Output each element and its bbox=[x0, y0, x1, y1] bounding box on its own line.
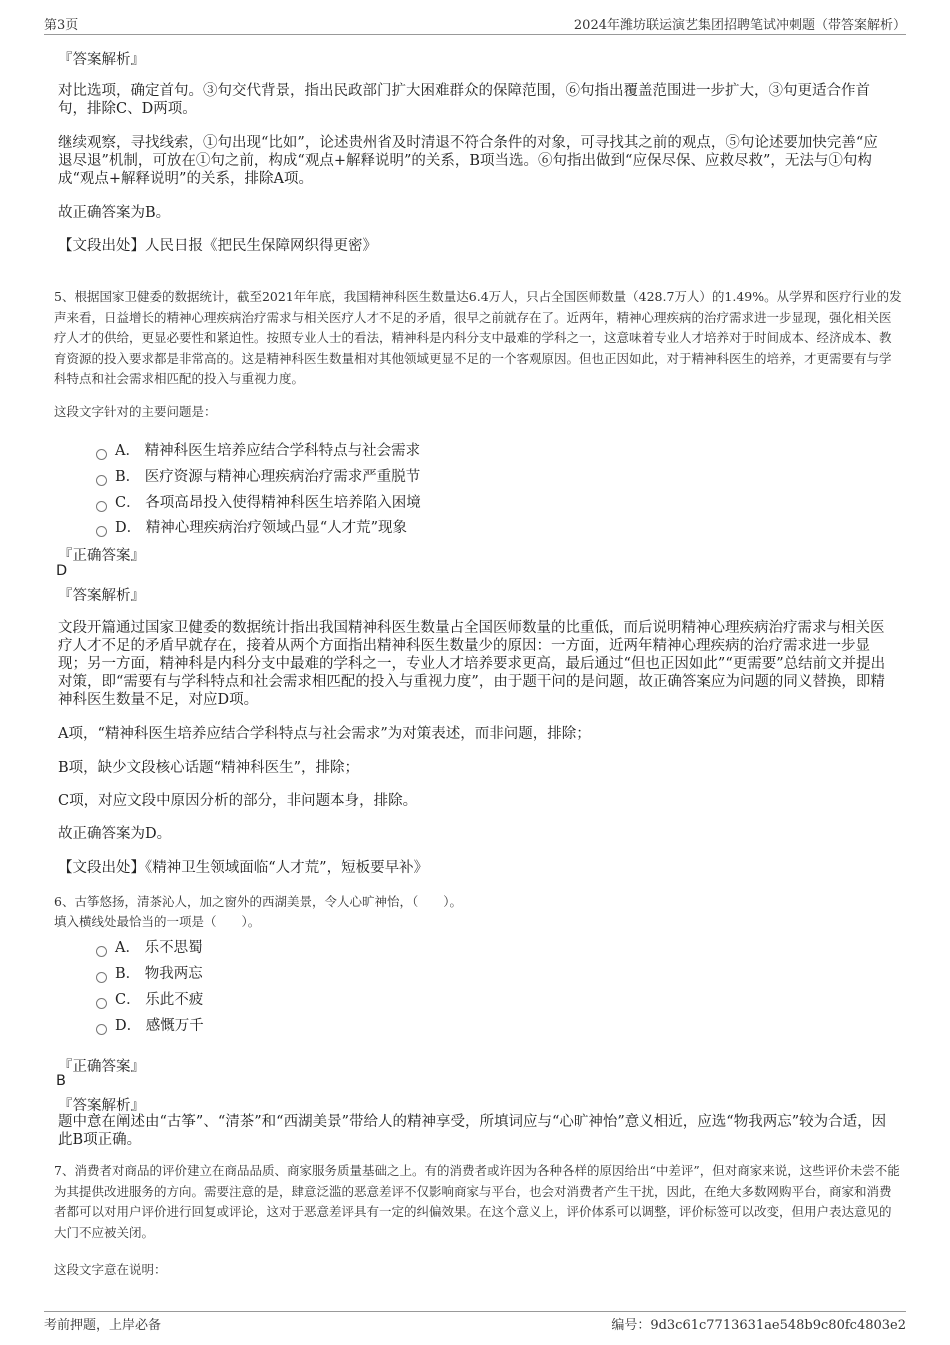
option-label: C． 乐此不疲 bbox=[115, 992, 204, 1008]
document-id: 编号：9d3c61c7713631ae548b9c80fc4803e2 bbox=[611, 1318, 906, 1333]
analysis-paragraph: 题中意在阐述由“古筝”、“清茶”和“西湖美景”带给人的精神享受，所填词应与“心旷神怡”意义相近，应选“物我两忘”较为合适，因此B项正确。 bbox=[58, 1114, 887, 1148]
question-5-prompt: 这段文字针对的主要问题是： bbox=[54, 404, 217, 419]
correct-answer-value: D bbox=[56, 563, 68, 579]
answer-analysis-label: 『答案解析』 bbox=[58, 52, 145, 68]
analysis-option-a: A项，“精神科医生培养应结合学科特点与社会需求”为对策表述，而非问题，排除； bbox=[58, 726, 591, 742]
option-label: D． 感慨万千 bbox=[115, 1018, 204, 1034]
radio-icon[interactable] bbox=[96, 998, 107, 1009]
option-b[interactable] bbox=[96, 962, 203, 983]
radio-icon[interactable] bbox=[96, 1024, 107, 1035]
footer-slogan: 考前押题，上岸必备 bbox=[44, 1318, 162, 1333]
option-d[interactable] bbox=[96, 516, 407, 537]
answer-analysis-label: 『答案解析』 bbox=[58, 1098, 145, 1114]
radio-icon[interactable] bbox=[96, 972, 107, 983]
question-5-stem: 5、根据国家卫健委的数据统计，截至2021年年底，我国精神科医生数量达6.4万人，只占全国医师数量（428.7万人）的1.49%。从学界和医疗行业的发声来看，日益增长的精神心理疾病治疗需求与相关医疗人才不足的矛盾，很早之前就存在了。近两年，精神心理疾病的治疗需求进一步显现，强化相关医疗人才的供给，更显必要性和紧迫性。按照专业人士的看法，精神科是内科分支中最难的学科之一，这意味着专业人才培养对于时间成本、经济成本、教育资源的投入要求都是非常高的。这是精神科医生数量相对其他领域更显不足的一个客观原因。但也正因如此，对于精神科医生的培养，才更需要有与学科特点和社会需求相匹配的投入与重视力度。 bbox=[54, 289, 902, 386]
analysis-paragraph: 文段开篇通过国家卫健委的数据统计指出我国精神科医生数量占全国医师数量的比重低，而后说明精神心理疾病治疗需求与相关医疗人才不足的矛盾早就存在，接着从两个方面指出精神科医生数量少的原因：一方面，近两年精神心理疾病的治疗需求进一步显现；另一方面，精神科是内科分支中最难的学科之一，专业人才培养要求更高，最后通过“但也正因如此”“更需要”总结前文并提出对策，即“需要有与学科特点和社会需求相匹配的投入与重视力度”，由于题干问的是问题，故正确答案应为问题的同义替换，即精神科医生数量不足，对应D项。 bbox=[58, 620, 886, 708]
option-d[interactable] bbox=[96, 1014, 204, 1035]
option-label: A． 乐不思蜀 bbox=[115, 940, 203, 956]
radio-icon[interactable] bbox=[96, 475, 107, 486]
option-label: C． 各项高昂投入使得精神科医生培养陷入困境 bbox=[115, 495, 421, 511]
analysis-option-c: C项，对应文段中原因分析的部分，非问题本身，排除。 bbox=[58, 793, 418, 809]
option-c[interactable] bbox=[96, 491, 421, 512]
question-7-stem: 7、消费者对商品的评价建立在商品品质、商家服务质量基础之上。有的消费者或许因为各种各样的原因给出“中差评”，但对商家来说，这些评价未尝不能为其提供改进服务的方向。需要注意的是，肆意泛滥的恶意差评不仅影响商家与平台，也会对消费者产生干扰，因此，在绝大多数网购平台，商家和消费者都可以对用户评价进行回复或评论，这对于恶意差评具有一定的纠偏效果。在这个意义上，评价体系可以调整，评价标签可以改变，但用户表达意见的大门不应被关闭。 bbox=[54, 1163, 900, 1240]
option-c[interactable] bbox=[96, 988, 203, 1009]
radio-icon[interactable] bbox=[96, 526, 107, 537]
option-a[interactable] bbox=[96, 439, 420, 460]
page-number: 第3页 bbox=[44, 18, 79, 33]
option-label: B． 医疗资源与精神心理疾病治疗需求严重脱节 bbox=[115, 469, 421, 485]
radio-icon[interactable] bbox=[96, 501, 107, 512]
header-divider bbox=[44, 34, 906, 35]
document-title: 2024年潍坊联运演艺集团招聘笔试冲刺题（带答案解析） bbox=[573, 18, 906, 33]
footer-divider bbox=[44, 1311, 906, 1312]
analysis-paragraph: 对比选项，确定首句。③句交代背景，指出民政部门扩大困难群众的保障范围，⑥句指出覆盖范围进一步扩大，③句更适合作首句，排除C、D两项。 bbox=[58, 83, 870, 117]
question-6-prompt: 填入横线处最恰当的一项是（ ）。 bbox=[54, 914, 261, 929]
correct-answer-label: 『正确答案』 bbox=[58, 548, 145, 564]
correct-answer-label: 『正确答案』 bbox=[58, 1059, 145, 1075]
question-6-stem: 6、古筝悠扬，清茶沁人，加之窗外的西湖美景，令人心旷神怡，（ ）。 bbox=[54, 894, 462, 909]
analysis-conclusion: 故正确答案为B。 bbox=[58, 205, 171, 221]
answer-analysis-label: 『答案解析』 bbox=[58, 588, 145, 604]
radio-icon[interactable] bbox=[96, 449, 107, 460]
source-citation: 【文段出处】《精神卫生领域面临“人才荒”，短板要早补》 bbox=[58, 860, 429, 876]
analysis-paragraph: 继续观察，寻找线索，①句出现“比如”，论述贵州省及时清退不符合条件的对象，可寻找其之前的观点，⑤句论述要加快完善“应退尽退”机制，可放在①句之前，构成“观点+解释说明”的关系，B项当选。⑥句指出做到“应保尽保、应救尽救”，无法与①句构成“观点+解释说明”的关系，排除A项。 bbox=[58, 135, 878, 187]
option-b[interactable] bbox=[96, 465, 420, 486]
correct-answer-value: B bbox=[56, 1073, 66, 1089]
source-citation: 【文段出处】人民日报《把民生保障网织得更密》 bbox=[58, 238, 377, 254]
option-label: B． 物我两忘 bbox=[115, 966, 203, 982]
analysis-conclusion: 故正确答案为D。 bbox=[58, 826, 172, 842]
radio-icon[interactable] bbox=[96, 946, 107, 957]
option-label: D． 精神心理疾病治疗领域凸显“人才荒”现象 bbox=[115, 520, 408, 536]
option-a[interactable] bbox=[96, 936, 203, 957]
question-7-prompt: 这段文字意在说明： bbox=[54, 1262, 167, 1277]
option-label: A． 精神科医生培养应结合学科特点与社会需求 bbox=[115, 443, 421, 459]
analysis-option-b: B项，缺少文段核心话题“精神科医生”，排除； bbox=[58, 760, 359, 776]
